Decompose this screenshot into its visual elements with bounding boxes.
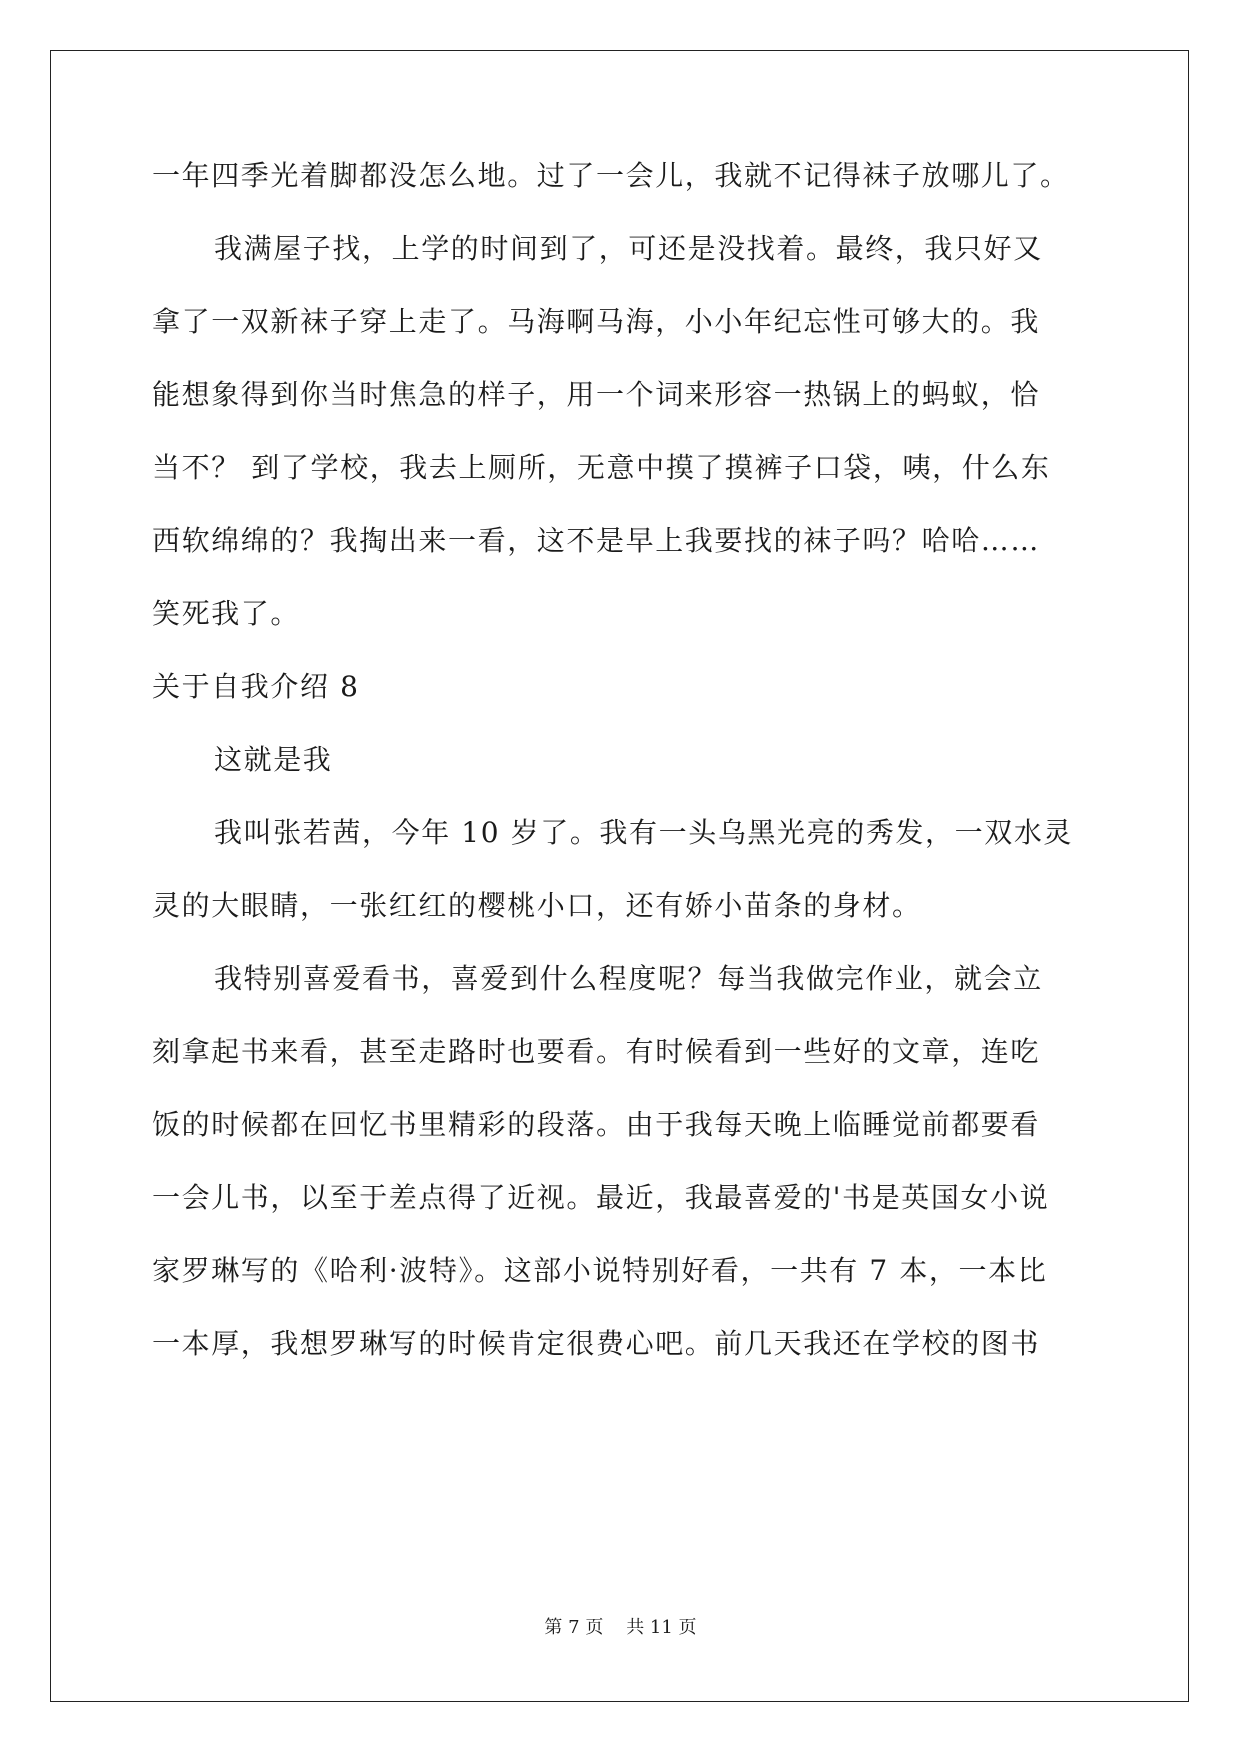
- text-line: 能想象得到你当时焦急的样子，用一个词来形容一热锅上的蚂蚁，恰: [152, 378, 1041, 411]
- text-line: 笑死我了。: [152, 597, 301, 630]
- text-line: 我特别喜爱看书，喜爱到什么程度呢？每当我做完作业，就会立: [214, 962, 1043, 995]
- page-border: [50, 50, 1189, 1702]
- article-title: 这就是我: [214, 743, 333, 776]
- text-line: 拿了一双新袜子穿上走了。马海啊马海，小小年纪忘性可够大的。我: [152, 305, 1041, 338]
- text-line: 灵的大眼睛，一张红红的樱桃小口，还有娇小苗条的身材。: [152, 889, 922, 922]
- text-line: 西软绵绵的？我掏出来一看，这不是早上我要找的袜子吗？哈哈……: [152, 524, 1041, 557]
- text-line: 饭的时候都在回忆书里精彩的段落。由于我每天晚上临睡觉前都要看: [152, 1108, 1041, 1141]
- text-line: 当不？ 到了学校，我去上厕所，无意中摸了摸裤子口袋，咦，什么东: [152, 451, 1051, 484]
- section-heading: 关于自我介绍 8: [152, 670, 360, 703]
- text-line: 刻拿起书来看，甚至走路时也要看。有时候看到一些好的文章，连吃: [152, 1035, 1041, 1068]
- text-line: 一年四季光着脚都没怎么地。过了一会儿，我就不记得袜子放哪儿了。: [152, 159, 1070, 192]
- text-line: 我满屋子找，上学的时间到了，可还是没找着。最终，我只好又: [214, 232, 1043, 265]
- text-line: 一本厚，我想罗琳写的时候肯定很费心吧。前几天我还在学校的图书: [152, 1327, 1041, 1360]
- text-line: 一会儿书，以至于差点得了近视。最近，我最喜爱的'书是英国女小说: [152, 1181, 1050, 1214]
- text-line: 我叫张若茜，今年 10 岁了。我有一头乌黑光亮的秀发，一双水灵: [214, 816, 1074, 849]
- page-number: 第 7 页 共 11 页: [544, 1617, 697, 1638]
- text-line: 家罗琳写的《哈利·波特》。这部小说特别好看，一共有 7 本，一本比: [152, 1254, 1048, 1287]
